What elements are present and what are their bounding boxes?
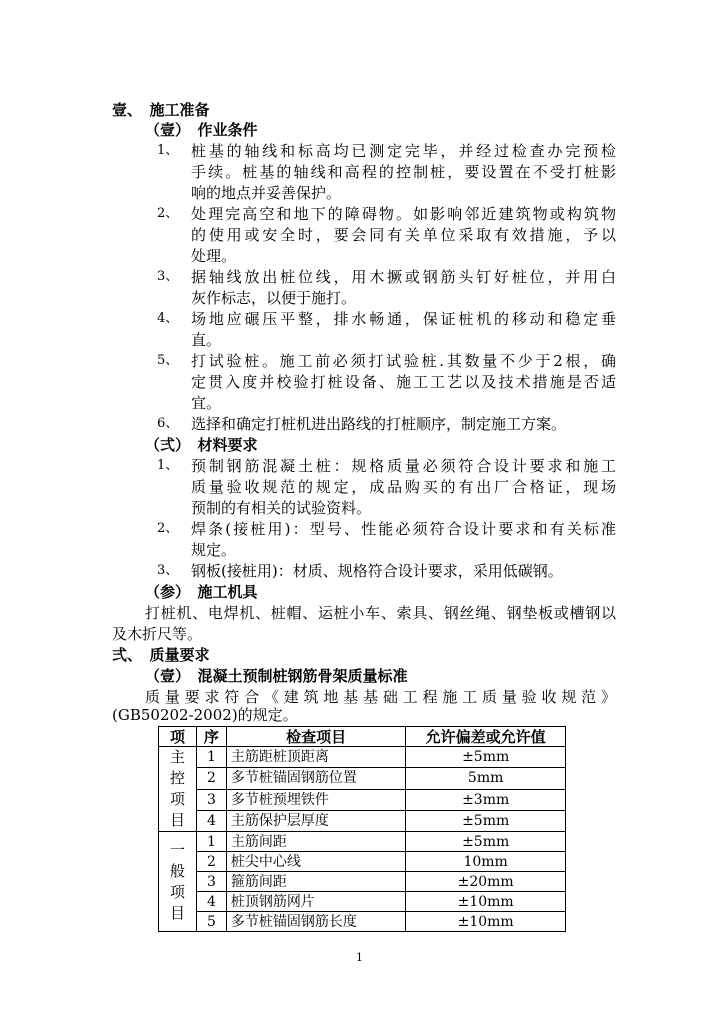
cell-check-item: 主筋保护层厚度: [226, 810, 405, 831]
cell-tolerance: ±20mm: [406, 872, 566, 892]
group-label-char: 目: [169, 811, 185, 829]
section-heading-2: 弍、 质量要求: [112, 646, 210, 664]
list-number: 5、: [157, 353, 179, 368]
list-number: 6、: [157, 416, 179, 431]
cell-check-item: 桩顶钢筋网片: [226, 892, 405, 912]
list-number: 1、: [157, 143, 179, 158]
cell-check-item: 主筋距桩顶距离: [226, 747, 405, 768]
cell-check-item: 多节桩预埋铁件: [226, 789, 405, 810]
cell-seq: 4: [196, 810, 226, 831]
paragraph-line: 打桩机、电焊机、桩帽、运桩小车、索具、钢丝绳、钢垫板或槽钢以: [145, 604, 616, 622]
cell-seq: 1: [196, 747, 226, 768]
group-label-char: 主: [169, 748, 185, 766]
list-item-line: 手续。桩基的轴线和高程的控制桩，要设置在不受打桩影: [191, 163, 616, 181]
group-label-char: 般: [169, 861, 185, 880]
cell-check-item: 主筋间距: [226, 832, 405, 852]
cell-seq: 4: [196, 892, 226, 912]
cell-check-item: 多节桩锚固钢筋长度: [226, 912, 405, 932]
header-check-item: 检查项目: [226, 727, 405, 747]
list-item-line: 选择和确定打桩机进出路线的打桩顺序，制定施工方案。: [191, 415, 567, 433]
list-number: 4、: [157, 311, 179, 326]
list-item-line: 处理完高空和地下的障碍物。如影响邻近建筑物或构筑物: [191, 205, 616, 223]
group-label-char: 一: [169, 840, 185, 859]
cell-tolerance: 10mm: [406, 852, 566, 872]
cell-tolerance: ±5mm: [406, 832, 566, 852]
cell-seq: 2: [196, 768, 226, 789]
list-number: 3、: [157, 563, 179, 578]
table-row: [159, 912, 566, 932]
table-row: [159, 789, 566, 810]
list-item-line: 预制的有相关的试验资料。: [191, 499, 372, 517]
cell-tolerance: ±5mm: [406, 747, 566, 768]
section-heading-1: 壹、 施工准备: [112, 101, 210, 119]
subsection-heading-rebar-cage: （壹） 混凝土预制桩钢筋骨架质量标准: [145, 667, 408, 685]
cell-seq: 3: [196, 872, 226, 892]
list-item-line: 规定。: [191, 541, 237, 559]
cell-seq: 5: [196, 912, 226, 932]
list-item-line: 的使用或安全时，要会同有关单位采取有效措施，予以: [191, 226, 616, 244]
table-row: [159, 872, 566, 892]
cell-seq: 2: [196, 852, 226, 872]
list-item-line: 预制钢筋混凝土桩：规格质量必须符合设计要求和施工: [191, 457, 616, 475]
cell-tolerance: ±10mm: [406, 912, 566, 932]
list-item-line: 处理。: [191, 247, 237, 265]
list-item-line: 灰作标志，以便于施打。: [191, 289, 357, 307]
cell-seq: 1: [196, 832, 226, 852]
header-seq: 序: [196, 727, 226, 747]
table-row: [159, 768, 566, 789]
cell-check-item: 箍筋间距: [226, 872, 405, 892]
table-row: [159, 747, 566, 768]
cell-tolerance: 5mm: [406, 768, 566, 789]
table-row: [159, 852, 566, 872]
list-number: 3、: [157, 269, 179, 284]
table-header-row: [159, 727, 566, 747]
list-item-line: 直。: [191, 331, 222, 349]
list-number: 2、: [157, 521, 179, 536]
list-item-line: 桩基的轴线和标高均已测定完毕，并经过检查办完预检: [191, 142, 616, 160]
cell-tolerance: ±5mm: [406, 810, 566, 831]
header-category: 项: [159, 727, 197, 747]
paragraph-line: 质量要求符合《建筑地基基础工程施工质量验收规范》: [145, 688, 616, 706]
group-label-char: 控: [169, 769, 185, 787]
subsection-heading-materials: （弍） 材料要求: [145, 436, 258, 454]
quality-standard-table: [158, 726, 566, 932]
cell-tolerance: ±3mm: [406, 789, 566, 810]
list-item-line: 响的地点并妥善保护。: [191, 184, 342, 202]
list-item-line: 焊条(接桩用)：型号、性能必须符合设计要求和有关标准: [191, 520, 616, 538]
subsection-heading-work-conditions: （壹） 作业条件: [145, 121, 258, 139]
group-label-char: 项: [169, 882, 185, 901]
list-item-line: 打试验桩。施工前必须打试验桩.其数量不少于2根，确: [191, 352, 616, 370]
cell-tolerance: ±10mm: [406, 892, 566, 912]
group-label-general: [159, 832, 197, 932]
list-number: 2、: [157, 206, 179, 221]
table-row: [159, 832, 566, 852]
table-row: [159, 892, 566, 912]
list-item-line: 据轴线放出桩位线，用木撅或钢筋头钉好桩位，并用白: [191, 268, 616, 286]
subsection-heading-equipment: （参） 施工机具: [145, 583, 258, 601]
list-item-line: 质量验收规范的规定，成品购买的有出厂合格证，现场: [191, 478, 616, 496]
table-row: [159, 810, 566, 831]
group-label-main-control: [159, 747, 197, 832]
cell-seq: 3: [196, 789, 226, 810]
cell-check-item: 多节桩锚固钢筋位置: [226, 768, 405, 789]
list-number: 1、: [157, 458, 179, 473]
list-item-line: 定贯入度并校验打桩设备、施工工艺以及技术措施是否适: [191, 373, 616, 391]
group-label-char: 项: [169, 790, 185, 808]
header-tolerance: 允许偏差或允许值: [406, 727, 566, 747]
paragraph-line: 及木折尺等。: [112, 625, 203, 643]
cell-check-item: 桩尖中心线: [226, 852, 405, 872]
list-item-line: 宜。: [191, 394, 222, 412]
list-item-line: 场地应碾压平整，排水畅通，保证桩机的移动和稳定垂: [191, 310, 616, 328]
page-number: 1: [356, 951, 363, 964]
paragraph-line: (GB50202-2002)的规定。: [112, 706, 298, 724]
group-label-char: 目: [169, 903, 185, 922]
list-item-line: 钢板(接桩用)：材质、规格符合设计要求，采用低碳钢。: [191, 562, 563, 580]
